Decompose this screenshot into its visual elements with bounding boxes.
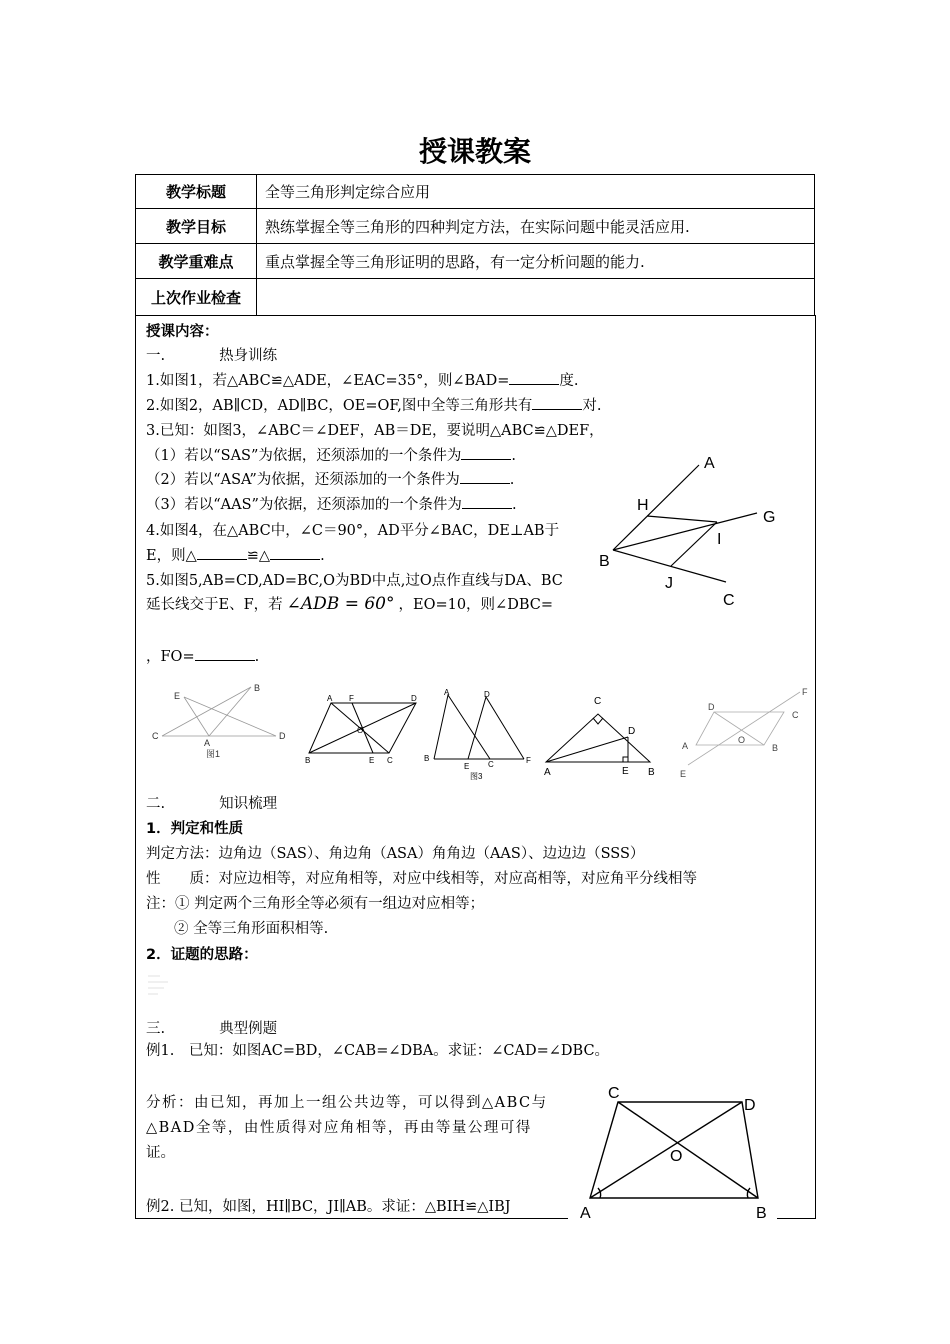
label: C <box>387 756 393 765</box>
section-title: 典型例题 <box>219 1021 278 1037</box>
row-label: 上次作业检查 <box>136 279 257 316</box>
question-text: 1.如图1，若△ABC≌△ADE，∠EAC=35°，则∠BAD= <box>146 373 510 389</box>
section-title: 热身训练 <box>219 348 278 364</box>
label: B <box>772 743 779 753</box>
faint-scribble-image <box>146 970 176 1000</box>
figure-5 <box>676 685 816 785</box>
label: F <box>349 694 354 703</box>
answer-blank[interactable] <box>461 445 511 460</box>
line-bg <box>613 513 757 550</box>
label: B <box>648 767 655 778</box>
question-text: （2）若以“ASA”为依据，还须添加的一个条件为 <box>146 472 460 488</box>
answer-blank[interactable] <box>509 370 559 385</box>
question-5a: 5.如图5,AB=CD,AD=BC,O为BD中点,过O点作直线与DA、BC <box>146 573 563 589</box>
table-row <box>136 279 815 316</box>
label: D <box>279 731 286 741</box>
example-2: 例2. 已知，如图，HI∥BC，JI∥AB。求证：△BIH≌△IBJ <box>146 1199 511 1215</box>
question-text: （1）若以“SAS”为依据，还须添加的一个条件为 <box>146 448 462 464</box>
answer-blank[interactable] <box>462 494 512 509</box>
figure-3 <box>424 687 534 787</box>
question-2 <box>146 394 601 415</box>
table-row <box>136 244 815 279</box>
label: B <box>305 756 311 765</box>
label: C <box>723 592 735 609</box>
label: O <box>357 726 364 735</box>
page-title: 授课教案 <box>418 135 531 168</box>
question-text: . <box>320 548 325 564</box>
question-text: 延长线交于E、F，若 <box>146 597 283 613</box>
label: D <box>744 1097 756 1114</box>
question-text: E，则△ <box>146 548 197 564</box>
label: E <box>680 769 687 779</box>
question-text: . <box>509 472 515 488</box>
section-3-heading <box>146 1017 277 1038</box>
analysis-line-1: 分析：由已知，再加上一组公共边等，可以得到△ABC与 <box>146 1095 548 1111</box>
label: A <box>444 688 450 697</box>
label: E <box>464 762 470 771</box>
question-5c <box>146 645 259 666</box>
section-2-heading <box>146 792 277 813</box>
label: A <box>704 455 715 472</box>
line-hi <box>647 516 717 522</box>
question-text: . <box>254 649 260 665</box>
answer-blank[interactable] <box>460 469 510 484</box>
label: C <box>608 1085 620 1102</box>
label: I <box>717 531 722 548</box>
question-3b <box>146 468 514 489</box>
figure-2 <box>301 693 426 768</box>
label: C <box>152 731 159 741</box>
figure-angle-hij <box>591 450 791 610</box>
label: D <box>411 694 417 703</box>
question-5b <box>146 593 553 614</box>
knowledge-1-heading: 1．判定和性质 <box>146 821 244 837</box>
label: B <box>599 553 610 570</box>
label: A <box>544 767 551 778</box>
question-text: ，FO= <box>146 649 195 665</box>
section-number: 三. <box>146 1021 166 1037</box>
knowledge-note-1: 注：① 判定两个三角形全等必须有一组边对应相等； <box>146 896 485 912</box>
line-ba <box>613 465 699 550</box>
section-1-heading <box>146 344 277 365</box>
label: E <box>174 691 181 701</box>
row-value: 熟练掌握全等三角形的四种判定方法，在实际问题中能灵活应用. <box>257 209 815 244</box>
label: E <box>622 766 629 777</box>
label: 图3 <box>470 772 483 781</box>
answer-blank[interactable] <box>195 646 255 661</box>
example-1: 例1. 已知：如图AC=BD，∠CAB=∠DBA。求证：∠CAD=∠DBC。 <box>146 1043 610 1059</box>
figure-example-1 <box>570 1085 790 1225</box>
answer-blank[interactable] <box>532 395 582 410</box>
analysis-line-2: △BAD全等，由性质得对应角相等，再由等量公理可得 <box>146 1120 532 1136</box>
figure-1 <box>146 683 286 763</box>
label: A <box>682 741 689 751</box>
question-text: ，EO=10，则∠DBC= <box>398 597 553 613</box>
label: C <box>792 710 799 720</box>
section-title: 知识梳理 <box>219 796 278 812</box>
row-label: 教学目标 <box>136 209 257 244</box>
lesson-header-table <box>135 174 815 316</box>
label: B <box>756 1205 767 1222</box>
section-number: 一. <box>146 348 166 364</box>
label: C <box>488 760 494 769</box>
label: 图1 <box>206 749 221 759</box>
table-row <box>136 175 815 209</box>
figure-4 <box>538 690 663 780</box>
label: H <box>637 497 649 514</box>
label: J <box>665 575 673 592</box>
question-3a <box>146 444 516 465</box>
label: F <box>526 756 531 765</box>
label: A <box>204 738 211 748</box>
question-text: 对. <box>582 398 602 414</box>
label: A <box>327 694 333 703</box>
label: B <box>254 683 261 693</box>
row-label: 教学标题 <box>136 175 257 209</box>
knowledge-2-heading: 2．证题的思路： <box>146 947 258 963</box>
label: D <box>708 702 715 712</box>
question-text: 2.如图2，AB∥CD，AD∥BC，OE=OF,图中全等三角形共有 <box>146 398 533 414</box>
lesson-content <box>135 315 816 1219</box>
question-3: 3.已知：如图3，∠ABC＝∠DEF，AB＝DE，要说明△ABC≌△DEF， <box>146 423 604 439</box>
analysis-line-3: 证。 <box>146 1145 175 1161</box>
table-bottom-border <box>135 1218 568 1219</box>
row-value: 全等三角形判定综合应用 <box>257 175 815 209</box>
label: O <box>738 735 746 745</box>
question-1 <box>146 369 579 390</box>
question-text: . <box>511 448 516 464</box>
content-heading: 授课内容： <box>146 324 219 340</box>
table-row <box>136 209 815 244</box>
label: A <box>580 1205 591 1222</box>
table-bottom-border <box>777 1218 815 1219</box>
knowledge-note-2: ② 全等三角形面积相等. <box>174 921 329 937</box>
question-text: 度. <box>559 373 579 389</box>
question-text: ≌△ <box>246 548 271 564</box>
row-value <box>257 279 815 316</box>
row-label: 教学重难点 <box>136 244 257 279</box>
answer-blank[interactable] <box>270 545 320 560</box>
question-4a: 4.如图4，在△ABC中，∠C＝90°，AD平分∠BAC，DE⊥AB于 <box>146 523 560 539</box>
question-text: （3）若以“AAS”为依据，还须添加的一个条件为 <box>146 497 462 513</box>
label: C <box>594 696 602 707</box>
formula: ∠ADB = 60° <box>286 594 395 614</box>
label: B <box>424 754 430 763</box>
section-number: 二. <box>146 796 166 812</box>
label: O <box>670 1148 683 1165</box>
knowledge-properties: 性 质：对应边相等，对应角相等，对应中线相等，对应高相等，对应角平分线相等 <box>146 871 697 887</box>
question-4b <box>146 544 325 565</box>
label: D <box>484 690 490 699</box>
label: F <box>802 687 808 697</box>
question-text: . <box>511 497 517 513</box>
label: D <box>628 726 636 737</box>
answer-blank[interactable] <box>197 545 247 560</box>
label: E <box>369 756 375 765</box>
row-value: 重点掌握全等三角形证明的思路，有一定分析问题的能力. <box>257 244 815 279</box>
question-3c <box>146 493 517 514</box>
knowledge-methods: 判定方法：边角边（SAS）、角边角（ASA）角角边（AAS）、边边边（SSS） <box>146 846 645 862</box>
label: G <box>763 509 776 526</box>
